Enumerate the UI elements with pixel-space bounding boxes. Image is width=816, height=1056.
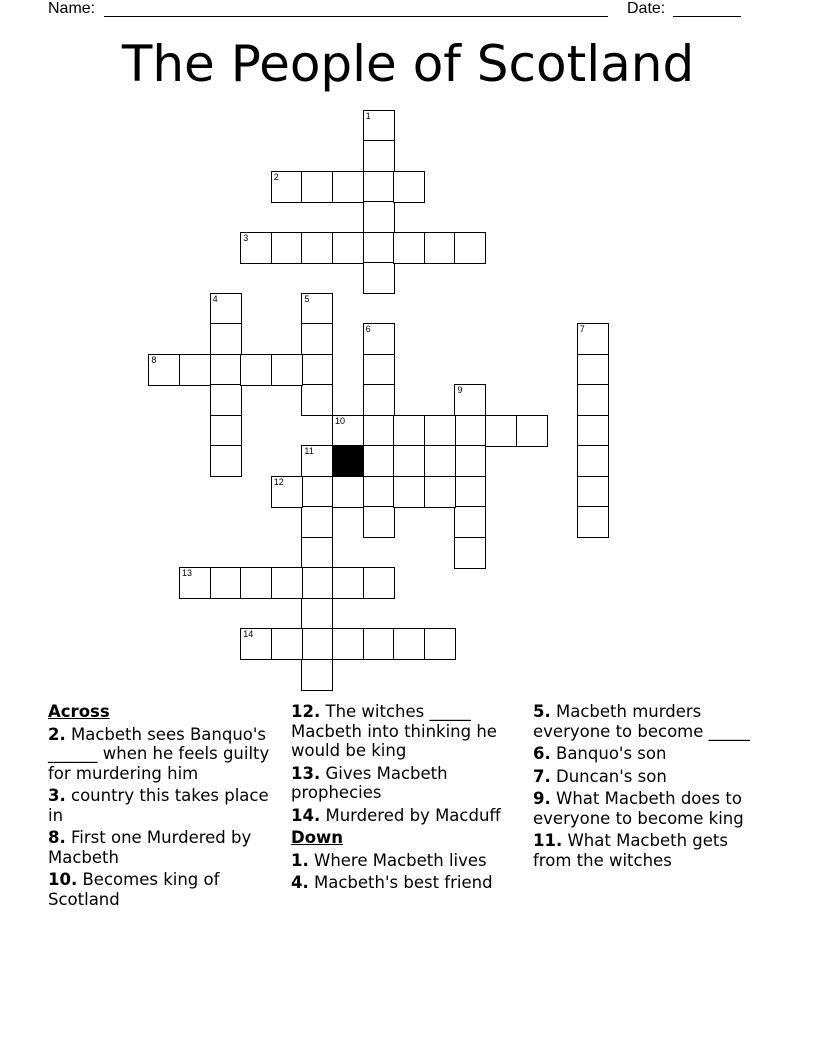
grid-cell[interactable] <box>454 232 486 264</box>
grid-cell[interactable] <box>363 262 395 294</box>
name-label: Name: <box>48 0 96 17</box>
clue <box>533 767 769 787</box>
clue <box>48 725 284 784</box>
grid-cell[interactable] <box>577 415 609 447</box>
grid-cell[interactable] <box>363 201 395 233</box>
clue-text: Banquo's son <box>556 744 667 763</box>
grid-cell[interactable] <box>301 628 333 660</box>
clue-text: Gives Macbeth prophecies <box>291 763 448 802</box>
grid-cell[interactable] <box>454 384 486 416</box>
grid-cell[interactable] <box>301 567 333 599</box>
grid-cell[interactable] <box>301 506 333 538</box>
clue-text: country this takes place in <box>48 786 269 825</box>
grid-cell[interactable] <box>363 171 395 203</box>
grid-cell[interactable] <box>271 628 303 660</box>
clue-number: 8 <box>151 354 157 365</box>
grid-cell[interactable] <box>210 323 242 355</box>
grid-cell[interactable] <box>210 293 242 325</box>
grid-cell[interactable] <box>363 232 395 264</box>
grid-cell[interactable] <box>301 537 333 569</box>
grid-cell[interactable] <box>240 567 272 599</box>
grid-cell[interactable] <box>301 476 333 508</box>
clue-number: 1 <box>365 110 371 121</box>
grid-cell[interactable] <box>577 445 609 477</box>
clue <box>533 744 769 764</box>
grid-cell[interactable] <box>301 384 333 416</box>
grid-cell[interactable] <box>210 567 242 599</box>
grid-cell[interactable] <box>363 415 395 447</box>
clue-num: 12. <box>291 702 321 721</box>
grid-cell[interactable] <box>454 415 486 447</box>
grid-cell[interactable] <box>210 445 242 477</box>
grid-cell[interactable] <box>393 476 425 508</box>
clue-number: 10 <box>335 415 346 426</box>
clues-column-1 <box>48 702 284 912</box>
clue <box>533 789 769 828</box>
grid-cell[interactable] <box>363 445 395 477</box>
clue-num: 13. <box>291 763 321 783</box>
clue-text: Macbeth murders everyone to become _____ <box>533 702 750 741</box>
grid-cell[interactable] <box>332 171 364 203</box>
grid-cell[interactable] <box>424 476 456 508</box>
grid-cell[interactable] <box>454 506 486 538</box>
grid-cell[interactable] <box>301 232 333 264</box>
down-heading: Down <box>291 828 344 847</box>
clues-column-3 <box>533 702 769 873</box>
grid-cell[interactable] <box>210 384 242 416</box>
grid-cell[interactable] <box>393 232 425 264</box>
clue-number: 14 <box>243 629 254 639</box>
clue-number: 3 <box>243 232 249 243</box>
worksheet-header <box>0 0 816 20</box>
grid-cell[interactable] <box>332 628 364 660</box>
grid-cell[interactable] <box>454 445 486 477</box>
clue-number: 5 <box>304 293 310 304</box>
clue <box>48 870 284 909</box>
grid-cell[interactable] <box>393 445 425 477</box>
grid-cell[interactable] <box>179 567 211 599</box>
grid-cell[interactable] <box>271 171 303 203</box>
grid-cell[interactable] <box>363 323 395 355</box>
clue-number: 7 <box>579 324 585 334</box>
grid-cell[interactable] <box>240 354 272 386</box>
clue-text: Macbeth's best friend <box>314 873 493 892</box>
grid-cell[interactable] <box>363 506 395 538</box>
grid-cell[interactable] <box>301 354 333 386</box>
grid-cell[interactable] <box>240 232 272 264</box>
grid-cell[interactable] <box>424 232 456 264</box>
grid-cell[interactable] <box>301 293 333 325</box>
grid-cell[interactable] <box>332 415 364 447</box>
clue-num: 3. <box>48 786 66 805</box>
clue-num: 14. <box>291 805 321 825</box>
clue-number: 12 <box>273 476 284 487</box>
grid-cell[interactable] <box>363 476 395 508</box>
grid-cell[interactable] <box>393 628 425 660</box>
clue <box>291 702 527 761</box>
clue-number: 4 <box>212 293 218 304</box>
name-line[interactable] <box>104 16 608 17</box>
grid-cell[interactable] <box>271 354 303 386</box>
clue <box>291 873 527 893</box>
grid-cell[interactable] <box>424 415 456 447</box>
grid-cell[interactable] <box>363 354 395 386</box>
clue-text: Where Macbeth lives <box>314 850 487 870</box>
clue <box>291 851 527 871</box>
grid-cell[interactable] <box>363 140 395 172</box>
grid-cell[interactable] <box>271 232 303 264</box>
clue-text: Duncan's son <box>556 766 667 786</box>
grid-cell[interactable] <box>332 476 364 508</box>
clue-num: 5. <box>533 702 551 721</box>
across-heading: Across <box>48 702 110 721</box>
grid-cell[interactable] <box>393 415 425 447</box>
clue-number: 9 <box>457 385 463 395</box>
grid-cell[interactable] <box>363 110 395 142</box>
clue-number: 2 <box>273 171 279 182</box>
grid-cell[interactable] <box>271 567 303 599</box>
grid-cell[interactable] <box>271 476 303 508</box>
clue <box>533 831 769 870</box>
clue-num: 10. <box>48 870 78 889</box>
clue-num: 11. <box>533 831 563 850</box>
grid-cell[interactable] <box>148 354 180 386</box>
grid-cell[interactable] <box>454 476 486 508</box>
clue-text: Murdered by Macduff <box>325 805 501 825</box>
clue-num: 4. <box>291 873 309 892</box>
clue <box>48 828 284 867</box>
grid-cell[interactable] <box>485 415 517 447</box>
clue-text: The witches _____ Macbeth into thinking he would be king <box>291 702 497 760</box>
grid-cell[interactable] <box>393 171 425 203</box>
clue-text: First one Murdered by Macbeth <box>48 828 252 867</box>
clue-text: What Macbeth gets from the witches <box>533 831 728 870</box>
grid-cell[interactable] <box>332 232 364 264</box>
date-label: Date: <box>627 0 666 17</box>
clue-num: 2. <box>48 724 66 744</box>
clue-text: Becomes king of Scotland <box>48 870 220 909</box>
clue-number: 13 <box>182 568 193 578</box>
grid-cell[interactable] <box>577 476 609 508</box>
grid-cell[interactable] <box>577 323 609 355</box>
grid-cell[interactable] <box>363 567 395 599</box>
date-line[interactable] <box>673 16 741 17</box>
clue-number: 6 <box>365 324 371 334</box>
clue-number: 11 <box>304 446 314 456</box>
grid-block <box>332 445 364 477</box>
grid-cell[interactable] <box>301 171 333 203</box>
grid-cell[interactable] <box>424 445 456 477</box>
grid-cell[interactable] <box>577 354 609 386</box>
grid-cell[interactable] <box>179 354 211 386</box>
grid-cell[interactable] <box>363 384 395 416</box>
clue-num: 1. <box>291 850 309 870</box>
grid-cell[interactable] <box>424 628 456 660</box>
grid-cell[interactable] <box>301 445 333 477</box>
grid-cell[interactable] <box>301 659 333 691</box>
clue-num: 8. <box>48 828 66 847</box>
grid-cell[interactable] <box>301 598 333 630</box>
grid-cell[interactable] <box>577 506 609 538</box>
grid-cell[interactable] <box>577 384 609 416</box>
grid-cell[interactable] <box>363 628 395 660</box>
grid-cell[interactable] <box>301 323 333 355</box>
page-title: The People of Scotland <box>121 35 695 93</box>
clue <box>48 786 284 825</box>
clue-num: 6. <box>533 744 551 763</box>
grid-cell[interactable] <box>332 567 364 599</box>
grid-cell[interactable] <box>454 537 486 569</box>
clues-column-2 <box>291 702 527 896</box>
clue <box>291 764 527 803</box>
clue-num: 9. <box>533 789 551 808</box>
clue <box>533 702 769 741</box>
grid-cell[interactable] <box>210 415 242 447</box>
clue-text: Macbeth sees Banquo's ______ when he feels guilty for murdering him <box>48 724 270 783</box>
grid-cell[interactable] <box>516 415 548 447</box>
grid-cell[interactable] <box>210 354 242 386</box>
clue-text: What Macbeth does to everyone to become king <box>533 789 744 828</box>
clue-num: 7. <box>533 766 551 786</box>
clue <box>291 806 527 826</box>
grid-cell[interactable] <box>240 628 272 660</box>
